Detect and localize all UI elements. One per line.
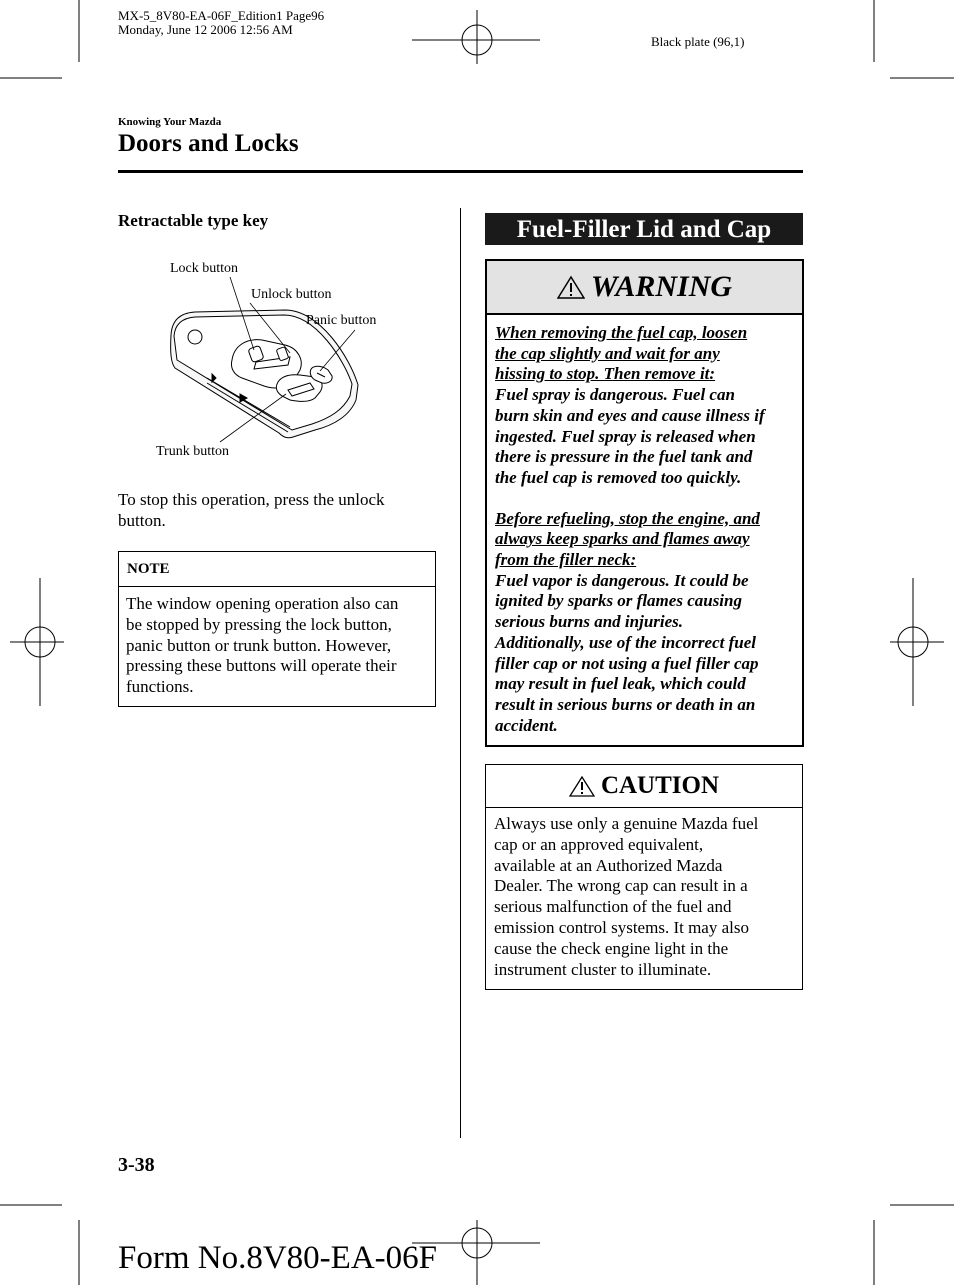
caution-line: cap or an approved equivalent, [494, 834, 704, 854]
caution-title: CAUTION [600, 772, 720, 799]
caution-line: serious malfunction of the fuel and [494, 897, 732, 917]
warning-title: WARNING [590, 270, 733, 303]
note-line: panic button or trunk button. However, [126, 635, 392, 655]
warning-line: always keep sparks and flames away [495, 529, 750, 549]
plate-label: Black plate (96,1) [651, 34, 745, 49]
caution-body [486, 808, 802, 980]
title-rule [118, 170, 803, 173]
warning-line: the cap slightly and wait for any [495, 343, 720, 363]
warning-line: Additionally, use of the incorrect fuel [495, 632, 756, 652]
warning-line: hissing to stop. Then remove it: [495, 364, 716, 384]
key-heading: Retractable type key [118, 211, 269, 230]
warning-line: Fuel vapor is dangerous. It could be [495, 570, 749, 590]
caution-line: Dealer. The wrong cap can result in a [494, 876, 748, 896]
note-heading: NOTE [119, 552, 435, 587]
section-heading-fuel-filler: Fuel-Filler Lid and Cap [485, 213, 803, 245]
column-divider [460, 208, 461, 1138]
warning-line: filler cap or not using a fuel filler cap [495, 653, 759, 673]
warning-line: When removing the fuel cap, loosen [495, 323, 748, 342]
note-line: be stopped by pressing the lock button, [126, 614, 392, 634]
warning-box [485, 259, 804, 747]
warning-line: ignited by sparks or flames causing [495, 591, 742, 611]
caution-line: available at an Authorized Mazda [494, 855, 723, 875]
warning-line: result in serious burns or death in an [495, 694, 756, 714]
print-file-line: MX-5_8V80-EA-06F_Edition1 Page96 [118, 8, 325, 23]
callout-trunk-button: Trunk button [156, 444, 230, 459]
warning-line: Fuel spray is dangerous. Fuel can [495, 385, 735, 405]
caution-box [485, 764, 803, 990]
note-line: The window opening operation also can [126, 594, 399, 613]
note-box [118, 551, 436, 707]
warning-line: may result in fuel leak, which could [495, 674, 746, 694]
callout-unlock-button: Unlock button [251, 287, 332, 302]
warning-line: ingested. Fuel spray is released when [495, 426, 756, 446]
warning-line: from the filler neck: [495, 550, 637, 570]
warning-line: serious burns and injuries. [495, 612, 684, 632]
warning-body [487, 315, 802, 736]
callout-panic-button: Panic button [306, 313, 377, 328]
warning-line: the fuel cap is removed too quickly. [495, 467, 742, 487]
caution-header [486, 765, 802, 808]
caution-line: instrument cluster to illuminate. [494, 959, 712, 979]
print-date-line: Monday, June 12 2006 12:56 AM [118, 22, 293, 37]
warning-header [487, 261, 802, 315]
section-label: Knowing Your Mazda [118, 116, 222, 128]
body-text-stop-operation: To stop this operation, press the unlock button. [118, 490, 385, 530]
caution-line: Always use only a genuine Mazda fuel [494, 814, 759, 833]
warning-triangle-icon [557, 275, 585, 299]
warning-line: there is pressure in the fuel tank and [495, 447, 753, 467]
caution-line: emission control systems. It may also [494, 917, 749, 937]
caution-line: cause the check engine light in the [494, 938, 729, 958]
warning-line: burn skin and eyes and cause illness if [495, 405, 765, 425]
caution-triangle-icon [569, 775, 595, 797]
form-number: Form No.8V80-EA-06F [118, 1240, 437, 1276]
note-body [119, 587, 435, 698]
note-line: pressing these buttons will operate their [126, 656, 397, 676]
callout-lock-button: Lock button [170, 261, 239, 276]
note-line: functions. [126, 677, 194, 697]
page-number: 3-38 [118, 1154, 155, 1176]
key-fob-figure [150, 250, 410, 465]
warning-line: Before refueling, stop the engine, and [495, 508, 760, 528]
warning-line: accident. [495, 715, 558, 735]
page-title: Doors and Locks [118, 130, 299, 157]
